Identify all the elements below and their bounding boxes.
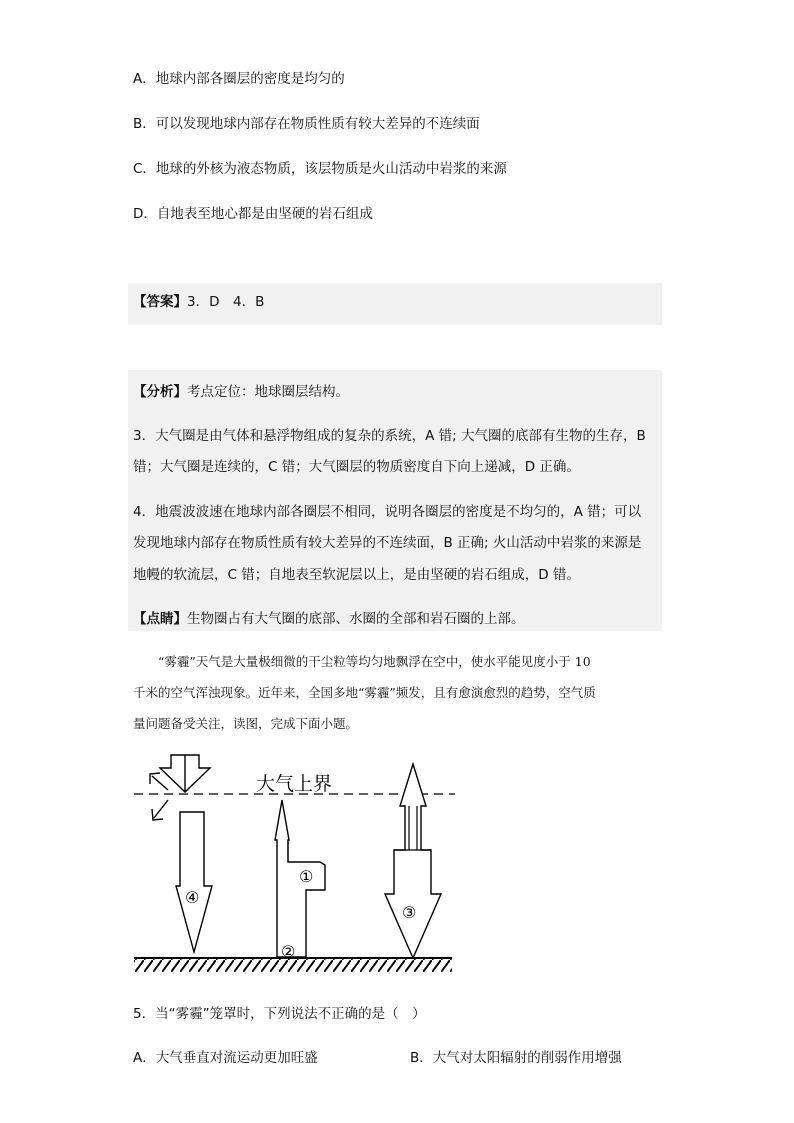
tip-text: 生物圈占有大气圈的底部、水圈的全部和岩石圈的上部。: [187, 611, 525, 627]
label-3: ③: [402, 903, 417, 922]
answer-label: 【答案】: [133, 294, 187, 310]
option-c: C．地球的外核为液态物质，该层物质是火山活动中岩浆的来源: [133, 161, 507, 177]
analysis-q3-line1: 3．大气圈是由气体和悬浮物组成的复杂的系统，A 错; 大气圈的底部有生物的生存，B: [133, 428, 646, 444]
analysis-q4-line1: 4．地震波波速在地球内部各圈层不相同，说明各圈层的密度是不均匀的，A 错；可以: [133, 504, 642, 520]
arrow-4: [176, 812, 212, 952]
label-1: ①: [299, 867, 314, 886]
arrow-3: [385, 764, 441, 958]
reflected-arrow-up: [152, 776, 168, 790]
analysis-q4-line2: 发现地球内部存在物质性质有较大差异的不连续面，B 正确; 火山活动中岩浆的来源是: [133, 535, 642, 551]
passage-line1: “雾霾”天气是大量极细微的干尘粒等均匀地飘浮在空中，使水平能见度小于 10: [158, 654, 591, 669]
q5-stem: 5．当“雾霾”笼罩时，下列说法不正确的是（ ）: [133, 1006, 426, 1022]
label-4: ④: [185, 888, 200, 907]
passage-line2: 千米的空气浑浊现象。近年来，全国多地“雾霾”频发，且有愈演愈烈的趋势，空气质: [133, 685, 596, 700]
passage-line3: 量问题备受关注，读图，完成下面小题。: [133, 716, 359, 731]
analysis-text: 考点定位：地球圈层结构。: [187, 384, 349, 400]
tip-label: 【点睛】: [133, 611, 187, 627]
analysis-label: 【分析】: [133, 384, 187, 400]
analysis-q4-line3: 地幔的软流层，C 错；自地表至软泥层以上，是由坚硬的岩石组成，D 错。: [133, 567, 580, 583]
boundary-label: 大气上界: [256, 774, 333, 795]
reflected-arrow-down: [154, 800, 168, 818]
q5-option-b: B．大气对太阳辐射的削弱作用增强: [410, 1050, 622, 1066]
option-a: A．地球内部各圈层的密度是均匀的: [133, 71, 345, 87]
answer-text: 3．D 4．B: [187, 294, 265, 310]
analysis-q3-line2: 错；大气圈是连续的，C 错；大气圈层的物质密度自下向上递减，D 正确。: [133, 459, 580, 475]
q5-option-a: A．大气垂直对流运动更加旺盛: [133, 1050, 318, 1066]
option-d: D．自地表至地心都是由坚硬的岩石组成: [133, 206, 373, 222]
label-2: ②: [281, 942, 296, 961]
option-b: B．可以发现地球内部存在物质性质有较大差异的不连续面: [133, 116, 480, 132]
